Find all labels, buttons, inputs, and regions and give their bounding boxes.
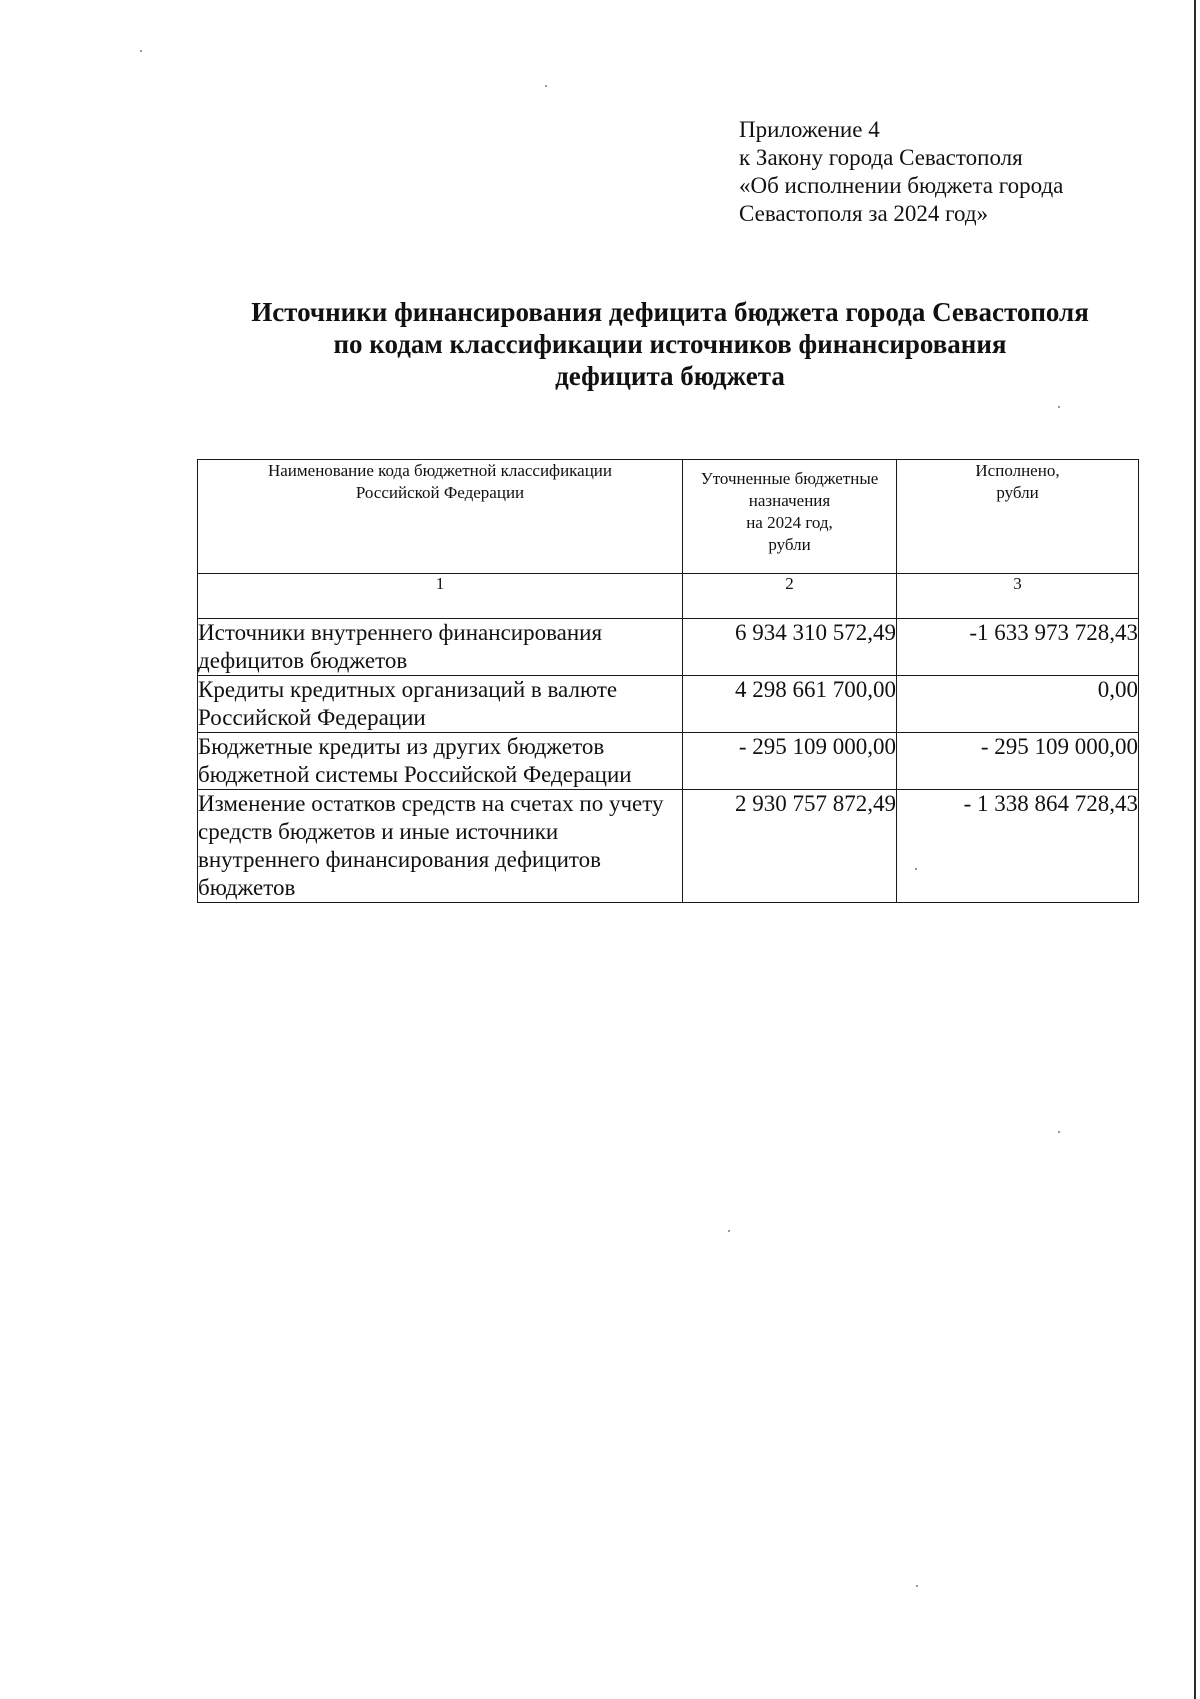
row-name: Изменение остатков средств на счетах по учету средств бюджетов и иные источники внутреннего финансирования дефицитов бюджетов [198, 790, 683, 903]
row-name: Источники внутреннего финансирования дефицитов бюджетов [198, 619, 683, 676]
header-executed-line: рубли [996, 483, 1039, 502]
row-executed: -1 633 973 728,43 [897, 619, 1139, 676]
appendix-line: «Об исполнении бюджета города [739, 173, 1064, 198]
header-planned-line: Уточненные бюджетные [700, 469, 879, 488]
header-name-line: Наименование кода бюджетной классификации [267, 461, 613, 480]
row-executed: 0,00 [897, 676, 1139, 733]
column-number-row [198, 574, 1139, 619]
scan-speck [728, 1230, 730, 1232]
table-row [198, 733, 1139, 790]
header-planned [683, 460, 897, 574]
table-row [198, 790, 1139, 903]
row-planned: - 295 109 000,00 [683, 733, 897, 790]
header-executed [897, 460, 1139, 574]
header-name-line: Российской Федерации [355, 483, 525, 502]
table-row [198, 676, 1139, 733]
header-planned-line: рубли [768, 535, 811, 554]
row-planned: 4 298 661 700,00 [683, 676, 897, 733]
scan-speck [140, 50, 142, 52]
title-line: по кодам классификации источников финансирования [333, 329, 1007, 359]
scan-speck [1058, 406, 1060, 408]
page-edge [1194, 0, 1196, 1699]
scan-speck [1058, 1131, 1060, 1133]
table-row [198, 619, 1139, 676]
appendix-block [739, 116, 1063, 228]
row-planned: 2 930 757 872,49 [683, 790, 897, 903]
column-number: 2 [683, 574, 897, 619]
row-planned: 6 934 310 572,49 [683, 619, 897, 676]
title-line: дефицита бюджета [555, 361, 785, 391]
scan-speck [916, 1585, 918, 1587]
scan-speck [545, 85, 547, 87]
budget-table [197, 459, 1139, 903]
document-title [180, 296, 1160, 392]
column-number: 1 [198, 574, 683, 619]
header-name [198, 460, 683, 574]
column-number: 3 [897, 574, 1139, 619]
appendix-line: к Закону города Севастополя [739, 145, 1023, 170]
row-executed: - 1 338 864 728,43 [897, 790, 1139, 903]
header-planned-line: на 2024 год, [746, 513, 833, 532]
appendix-line: Приложение 4 [739, 117, 880, 142]
row-name: Бюджетные кредиты из других бюджетов бюджетной системы Российской Федерации [198, 733, 683, 790]
appendix-line: Севастополя за 2024 год» [739, 201, 989, 226]
title-line: Источники финансирования дефицита бюджета города Севастополя [251, 297, 1089, 327]
header-executed-line: Исполнено, [975, 461, 1060, 480]
header-planned-line: назначения [748, 491, 831, 510]
table-header-row [198, 460, 1139, 574]
row-executed: - 295 109 000,00 [897, 733, 1139, 790]
row-name: Кредиты кредитных организаций в валюте Российской Федерации [198, 676, 683, 733]
